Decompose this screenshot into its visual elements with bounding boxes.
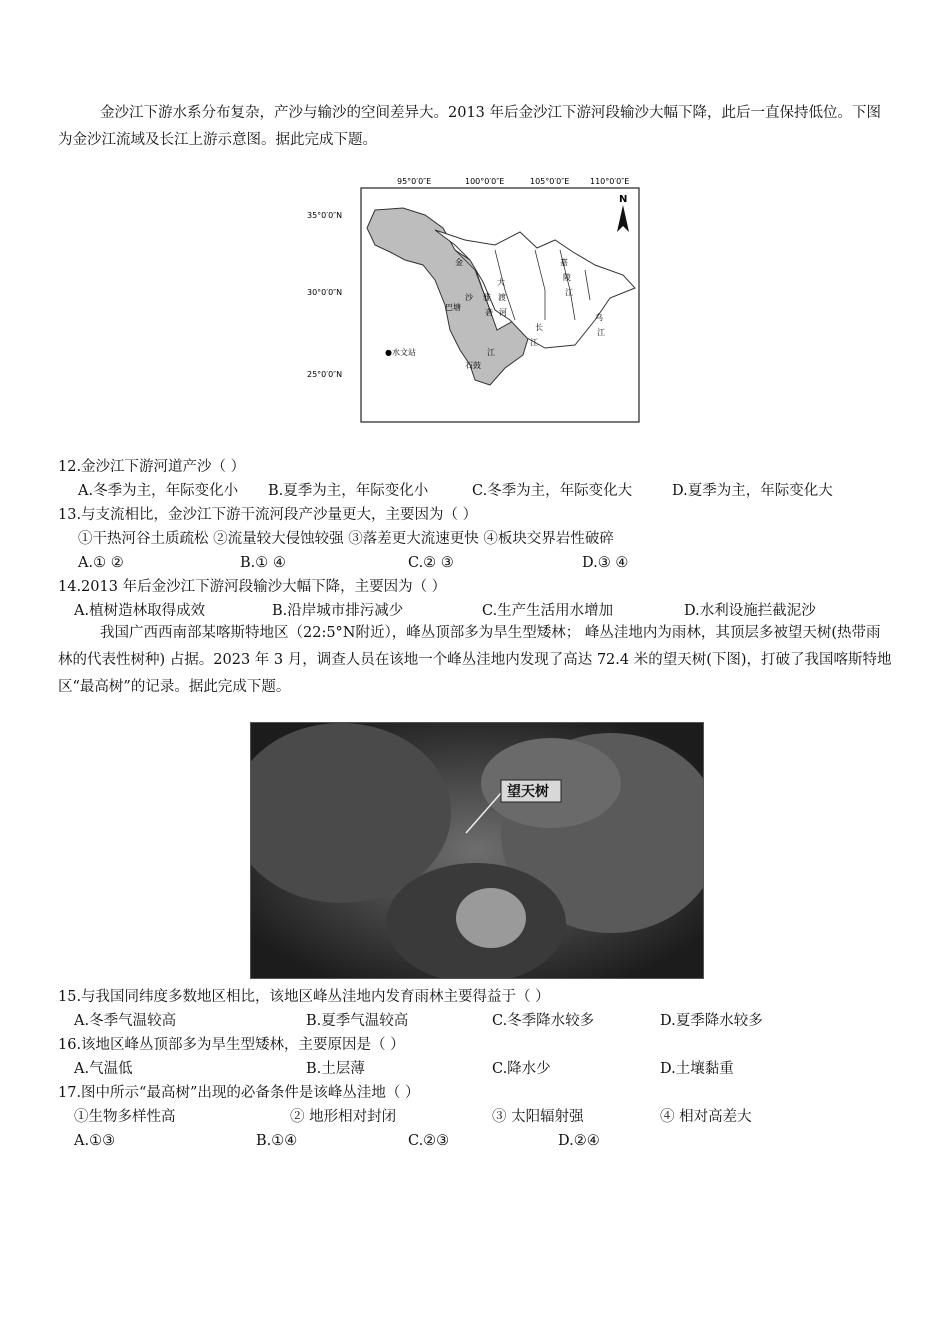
q12-stem: 12.金沙江下游河道产沙（ ） bbox=[58, 459, 246, 475]
q12-option-d[interactable]: D.夏季为主，年际变化大 bbox=[672, 483, 833, 499]
map-label: 河 bbox=[499, 308, 507, 317]
photo-label: 望天树 bbox=[507, 784, 549, 800]
map-label: 石鼓 bbox=[465, 361, 481, 370]
q13-option-d[interactable]: D.③ ④ bbox=[582, 555, 629, 571]
lon-label: 110°0′0″E bbox=[590, 177, 630, 186]
passage-1: 金沙江下游水系分布复杂，产沙与输沙的空间差异大。2013 年后金沙江下游河段输沙大幅下降，此后一直保持低位。下图为金沙江流域及长江上游示意图。据此完成下题。 bbox=[58, 105, 882, 148]
map-label: 江 bbox=[487, 348, 495, 357]
map-label: 江 bbox=[565, 288, 573, 297]
q17-item-3: ③ 太阳辐射强 bbox=[492, 1109, 584, 1125]
passage-2: 我国广西西南部某喀斯特地区（22:5°N附近），峰丛顶部多为旱生型矮林； 峰丛洼地内为雨林，其顶层多被望天树(热带雨林的代表性树种) 占据。2023 年 3 月，调查人员在该地一个峰丛洼地内发现了高达 72.4 米的望天树(下图)，打破了我国喀斯特地区“最高树”的记录。据此完成下题。 bbox=[58, 625, 892, 695]
map-label: 渡 bbox=[498, 293, 506, 302]
q14-option-b[interactable]: B.沿岸城市排污减少 bbox=[272, 603, 404, 619]
lat-label: 35°0′0″N bbox=[307, 211, 343, 220]
lon-label: 100°0′0″E bbox=[465, 177, 505, 186]
q14-option-d[interactable]: D.水利设施拦截泥沙 bbox=[684, 603, 816, 619]
map-label: 乌 bbox=[595, 313, 603, 322]
q12-option-c[interactable]: C.冬季为主，年际变化大 bbox=[472, 483, 633, 499]
map-label: 金 bbox=[455, 258, 463, 267]
q13-items: ①干热河谷土质疏松 ②流量较大侵蚀较强 ③落差更大流速更快 ④板块交界岩性破碎 bbox=[78, 531, 614, 547]
q17-option-c[interactable]: C.②③ bbox=[408, 1133, 450, 1149]
map-label: 江 bbox=[597, 328, 605, 337]
q13-option-c[interactable]: C.② ③ bbox=[408, 555, 454, 571]
q16-option-a[interactable]: A.气温低 bbox=[74, 1061, 133, 1077]
q13-option-a[interactable]: A.① ② bbox=[78, 555, 124, 571]
map-label: 沙 bbox=[465, 293, 473, 302]
jinsha-river-map bbox=[305, 170, 645, 425]
q15-option-d[interactable]: D.夏季降水较多 bbox=[660, 1013, 763, 1029]
q17-option-d[interactable]: D.②④ bbox=[558, 1133, 600, 1149]
q17-option-b[interactable]: B.①④ bbox=[256, 1133, 298, 1149]
map-label: 陵 bbox=[563, 273, 571, 282]
map-label: 长 bbox=[535, 323, 543, 332]
q16-option-c[interactable]: C.降水少 bbox=[492, 1061, 551, 1077]
q14-option-a[interactable]: A.植树造林取得成效 bbox=[74, 603, 206, 619]
q14-option-c[interactable]: C.生产生活用水增加 bbox=[482, 603, 614, 619]
q15-option-a[interactable]: A.冬季气温较高 bbox=[74, 1013, 177, 1029]
q15-option-c[interactable]: C.冬季降水较多 bbox=[492, 1013, 595, 1029]
map-legend: ●水文站 bbox=[385, 348, 416, 357]
q17-item-1: ①生物多样性高 bbox=[74, 1109, 176, 1125]
q15-stem: 15.与我国同纬度多数地区相比，该地区峰丛洼地内发育雨林主要得益于（ ） bbox=[58, 989, 550, 1005]
q16-option-b[interactable]: B.土层薄 bbox=[306, 1061, 365, 1077]
map-label: 雅 bbox=[483, 293, 491, 302]
lon-label: 105°0′0″E bbox=[530, 177, 570, 186]
q17-item-2: ② 地形相对封闭 bbox=[290, 1109, 397, 1125]
q12-option-a[interactable]: A.冬季为主，年际变化小 bbox=[78, 483, 239, 499]
q17-stem: 17.图中所示“最高树”出现的必备条件是该峰丛洼地（ ） bbox=[58, 1085, 420, 1101]
q17-item-4: ④ 相对高差大 bbox=[660, 1109, 752, 1125]
lon-label: 95°0′0″E bbox=[397, 177, 432, 186]
map-label: 巴塘 bbox=[445, 303, 461, 312]
q13-stem: 13.与支流相比，金沙江下游干流河段产沙量更大，主要因为（ ） bbox=[58, 507, 478, 523]
wangtian-tree-photo bbox=[250, 722, 704, 979]
q17-option-a[interactable]: A.①③ bbox=[74, 1133, 116, 1149]
q12-option-b[interactable]: B.夏季为主，年际变化小 bbox=[268, 483, 429, 499]
map-label: 砻 bbox=[485, 308, 493, 317]
map-label: 大 bbox=[497, 278, 505, 287]
q13-option-b[interactable]: B.① ④ bbox=[240, 555, 286, 571]
map-label: 嘉 bbox=[560, 258, 568, 267]
q16-option-d[interactable]: D.土壤黏重 bbox=[660, 1061, 734, 1077]
lat-label: 25°0′0″N bbox=[307, 370, 343, 379]
q14-stem: 14.2013 年后金沙江下游河段输沙大幅下降，主要因为（ ） bbox=[58, 579, 447, 595]
q15-option-b[interactable]: B.夏季气温较高 bbox=[306, 1013, 409, 1029]
north-label: N bbox=[619, 194, 628, 205]
lat-label: 30°0′0″N bbox=[307, 288, 343, 297]
q16-stem: 16.该地区峰丛顶部多为旱生型矮林，主要原因是（ ） bbox=[58, 1037, 405, 1053]
map-label: 江 bbox=[530, 338, 538, 347]
forest-image bbox=[251, 723, 703, 978]
